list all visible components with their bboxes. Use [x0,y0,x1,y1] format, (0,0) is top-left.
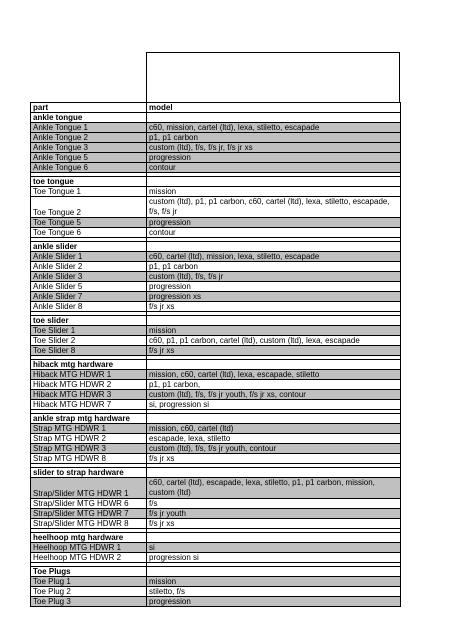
column-header-row [31,103,401,113]
section-title-blank [147,177,401,187]
table-row [31,587,401,597]
model-cell: progression [147,218,401,228]
part-cell: Toe Plug 2 [31,587,147,597]
part-cell: Strap MTG HDWR 1 [31,424,147,434]
section-title: ankle tongue [31,113,147,123]
part-cell: Ankle Slider 8 [31,302,147,312]
model-cell: mission [147,326,401,336]
part-cell: Ankle Slider 5 [31,282,147,292]
model-cell: contour [147,163,401,173]
table-row [31,519,401,529]
header-blank-cell-part [30,52,147,102]
table-row [31,424,401,434]
part-cell: Ankle Tongue 5 [31,153,147,163]
section-header-row [31,242,401,252]
model-cell: progression [147,597,401,607]
part-cell: Strap/Slider MTG HDWR 6 [31,499,147,509]
table-row [31,478,401,499]
table-row [31,390,401,400]
table-row [31,143,401,153]
part-cell: Toe Tongue 1 [31,187,147,197]
section-title: heelhoop mtg hardware [31,533,147,543]
model-cell: custom (ltd), f/s, f/s jr youth, contour [147,444,401,454]
table-row [31,370,401,380]
model-cell: p1, p1 carbon [147,133,401,143]
table-row [31,444,401,454]
table-row [31,553,401,563]
part-cell: Ankle Slider 7 [31,292,147,302]
part-cell: Hiback MTG HDWR 3 [31,390,147,400]
table-row [31,153,401,163]
model-cell: progression [147,153,401,163]
section-title-blank [147,468,401,478]
model-cell: c60, p1, p1 carbon, cartel (ltd), custom (ltd), lexa, escapade [147,336,401,346]
part-cell: Ankle Tongue 3 [31,143,147,153]
table-row [31,218,401,228]
part-cell: Ankle Tongue 6 [31,163,147,173]
part-cell: Strap/Slider MTG HDWR 8 [31,519,147,529]
section-header-row [31,567,401,577]
table-row [31,252,401,262]
part-cell: Ankle Tongue 1 [31,123,147,133]
table-row [31,577,401,587]
part-cell: Toe Slider 8 [31,346,147,356]
part-cell: Heelhoop MTG HDWR 1 [31,543,147,553]
section-title-blank [147,360,401,370]
header-blank-area [30,52,400,102]
model-cell: c60, cartel (ltd), escapade, lexa, stiletto, p1, p1 carbon, mission, custom (ltd) [147,478,401,499]
part-cell: Strap MTG HDWR 8 [31,454,147,464]
part-cell: Strap/Slider MTG HDWR 7 [31,509,147,519]
part-cell: Ankle Slider 1 [31,252,147,262]
table-row [31,262,401,272]
table-row [31,302,401,312]
model-cell: f/s jr youth [147,509,401,519]
model-cell: p1, p1 carbon [147,262,401,272]
model-cell: f/s [147,499,401,509]
table-row [31,597,401,607]
part-cell: Toe Tongue 5 [31,218,147,228]
model-cell: c60, mission, cartel (ltd), lexa, stiletto, escapade [147,123,401,133]
table-row [31,292,401,302]
column-header-part: part [31,103,147,113]
section-title: ankle slider [31,242,147,252]
section-header-row [31,177,401,187]
model-cell: c60, cartel (ltd), mission, lexa, stiletto, escapade [147,252,401,262]
section-header-row [31,113,401,123]
model-cell: f/s jr xs [147,302,401,312]
table-row [31,163,401,173]
table-row [31,187,401,197]
model-cell: custom (ltd), f/s, f/s jr youth, f/s jr xs, contour [147,390,401,400]
model-cell: mission, c60, cartel (ltd) [147,424,401,434]
model-cell: escapade, lexa, stiletto [147,434,401,444]
table-row [31,434,401,444]
table-row [31,380,401,390]
parts-table [30,102,401,607]
part-cell: Heelhoop MTG HDWR 2 [31,553,147,563]
table-row [31,133,401,143]
section-title-blank [147,567,401,577]
header-blank-cell-model [146,52,400,103]
model-cell: f/s jr xs [147,346,401,356]
table-row [31,228,401,238]
model-cell: mission [147,577,401,587]
section-title: ankle strap mtg hardware [31,414,147,424]
section-title-blank [147,242,401,252]
model-cell: progression xs [147,292,401,302]
part-cell: Toe Plug 1 [31,577,147,587]
model-cell: mission [147,187,401,197]
model-cell: stiletto, f/s [147,587,401,597]
part-cell: Ankle Tongue 2 [31,133,147,143]
part-cell: Hiback MTG HDWR 2 [31,380,147,390]
section-header-row [31,360,401,370]
section-title-blank [147,414,401,424]
table-row [31,272,401,282]
table-row [31,543,401,553]
section-title: Toe Plugs [31,567,147,577]
model-cell: contour [147,228,401,238]
part-cell: Strap MTG HDWR 2 [31,434,147,444]
section-title-blank [147,113,401,123]
table-row [31,346,401,356]
table-row [31,499,401,509]
model-cell: si, progression si [147,400,401,410]
model-cell: progression si [147,553,401,563]
part-cell: Toe Tongue 6 [31,228,147,238]
table-row [31,123,401,133]
model-cell: p1, p1 carbon, [147,380,401,390]
section-header-row [31,468,401,478]
table-row [31,400,401,410]
model-cell: custom (ltd), f/s, f/s jr [147,272,401,282]
part-cell: Hiback MTG HDWR 1 [31,370,147,380]
part-cell: Toe Plug 3 [31,597,147,607]
column-header-model: model [147,103,401,113]
part-cell: Strap/Slider MTG HDWR 1 [31,478,147,499]
section-header-row [31,316,401,326]
part-cell: Strap MTG HDWR 3 [31,444,147,454]
section-header-row [31,533,401,543]
parts-table-body [31,103,401,607]
model-cell: custom (ltd), f/s, f/s jr, f/s jr xs [147,143,401,153]
part-cell: Toe Slider 2 [31,336,147,346]
model-cell: si [147,543,401,553]
table-row [31,326,401,336]
part-cell: Ankle Slider 3 [31,272,147,282]
section-header-row [31,414,401,424]
part-cell: Hiback MTG HDWR 7 [31,400,147,410]
section-title: slider to strap hardware [31,468,147,478]
part-cell: Ankle Slider 2 [31,262,147,272]
table-row [31,454,401,464]
section-title: hiback mtg hardware [31,360,147,370]
section-title-blank [147,316,401,326]
section-title: toe tongue [31,177,147,187]
model-cell: f/s jr xs [147,519,401,529]
model-cell: mission, c60, cartel (ltd), lexa, escapade, stiletto [147,370,401,380]
section-title-blank [147,533,401,543]
model-cell: custom (ltd), p1, p1 carbon, c60, cartel (ltd), lexa, stiletto, escapade, f/s, f/s jr [147,197,401,218]
part-cell: Toe Slider 1 [31,326,147,336]
table-row [31,197,401,218]
model-cell: f/s jr xs [147,454,401,464]
part-cell: Toe Tongue 2 [31,197,147,218]
table-row [31,282,401,292]
model-cell: progression [147,282,401,292]
section-title: toe slider [31,316,147,326]
table-row [31,336,401,346]
table-row [31,509,401,519]
